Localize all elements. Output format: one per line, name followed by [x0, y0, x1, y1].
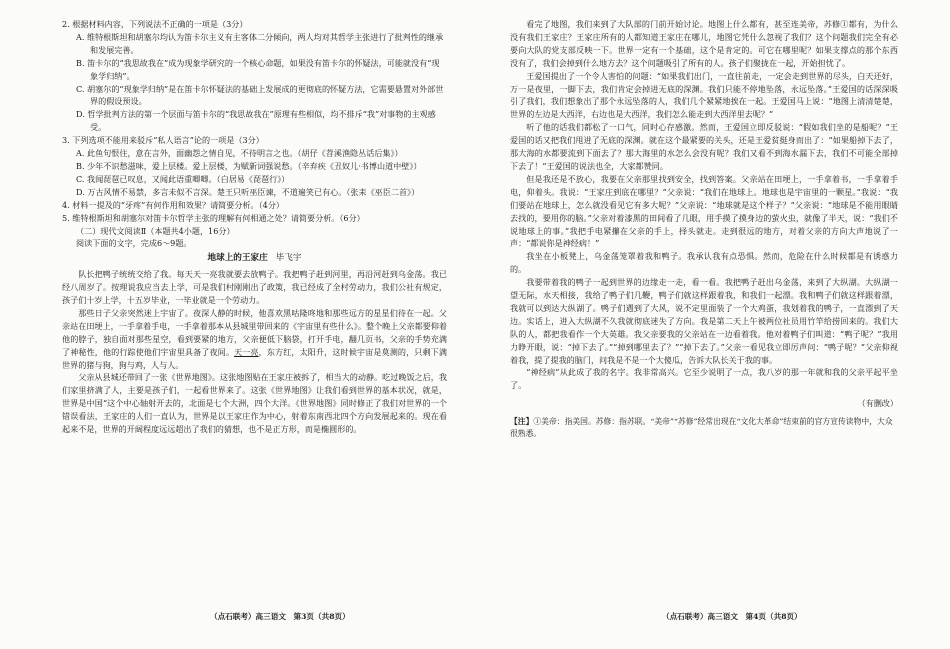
paragraph-text: ，东方红，太阳升，这时候宇宙是莫测的，只剩下满世界的猪与狗，狗与鸡，人与人。 [62, 346, 447, 370]
story-paragraph: 听了他的话我们都松了一口气，同时心存感激。然而，王爱国立即反驳说：“假如我们坐的是船呢？”王爱国的话又把我们甩进了无底的深渊。就在这个最紧要的关头，还是王爱贫挺身而出了：“如果船掉下去了，那大海的水都要流到下面去了？那大海里的水怎么会没有呢？我们又看不到海水漏下去，我们不可能全部掉下去了！”王爱国的说法也全，大家都赞同。 [510, 122, 898, 171]
option-d: D. 哲学批判方法的第一个层面与笛卡尔的“我思故我在”原理有些相似，均不排斥“我”对事物的主观感受。 [76, 109, 436, 133]
option-b: B. 笛卡尔的“我思故我在”成为现象学研究的一个核心命题，如果没有笛卡尔的怀疑法，可能就没有“现象学归纳”。 [76, 57, 440, 81]
paragraph-text: 那些日子父亲突然迷上宇宙了。夜深人静的时候，他喜欢黑咕隆咚地和那些远方的星星们待在一起。父亲站在田埂上，一手拿着手电，一手拿着那本从县城里带回来的《宇宙里有些什么》。整个晚上父亲都要仰着他的脖子，独自面对那些星空，看到要紧的地方，父亲便低下脑袋，打开手电，翻几页书，父亲的手势充满了神秘性，他的行踪使他们宇宙里具备了夜间。 [62, 307, 447, 357]
page-footer-right: （点石联考）高三语文 第4页（共8页） [662, 612, 802, 621]
left-page [62, 18, 447, 436]
story-paragraph: 看完了地图，我们来到了大队部的门前开始讨论。地图上什么都有，甚至连美帝，苏修①都有，为什么没有我们王家庄？王家庄所有的人都知道王家庄在哪儿，地图它凭什么忽视了我们？这个问题我们完全有必要向大队的党支部反映一下。世界一定有一个基础，这个是肯定的。可它在哪里呢？如果支撑点的那个东西没有了，我们会掉到什么地方去？这个问题吸引了所有的人。孩子们聚拢在一起，开始担忧了。 [510, 19, 898, 68]
story-paragraph: 但是我还是不放心，我要在父亲那里找到安全，找到答案。父亲站在田埂上，一手拿着书，一手拿着手电，仰着头。我说：“王家庄到底在哪里？”父亲说：“我们在地球上。地球也是宇宙里的一颗星。”我说：“我们要站在地球上，怎么就没看见它有多大呢？”父亲说：“地球就是这个样子？”父亲说：“地球是不能用眼睛去找的，要用你的脑。”父亲对着漆黑的田间看了几眼，用手摸了摸身边的萤火虫，就像了半天，说：“我们不说地球上的事。”我把手电紧攥在父亲的手上，择头就走。走到很远的地方，对着父亲的方向大声地说了一声：“都说你是神经病！” [510, 173, 898, 249]
footnote-text: ①美帝：指美国。苏修：指苏联。“美帝”“苏修”经常出现在“文化大革命”结束前的官方宣传读物中，大众很熟悉。 [510, 417, 893, 439]
question-stem: 2. 根据材料内容，下列说法不正确的一项是（3分） [62, 19, 248, 29]
story-paragraph: 王爱国提出了一个令人害怕的问题：“如果我们出门，一直往前走，一定会走到世界的尽头，白天还好，万一是夜里，一脚下去，我们肯定会掉进无底的深渊。我们只能不停地坠落，永远坠落。”王爱国的话深深吸引了我们，我们想象出了那个永远坠落的人，我们几个紧紧地挨在一起。王爱国马上说：“地图上清清楚楚，世界的左边是大西洋，右边也是大西洋，我们怎么能走到大西洋里去呢？” [510, 70, 898, 120]
story-paragraph: 我要带着我的鸭子一起到世界的边缘走一走，看一看。我把鸭子赶出乌金荡，来到了大纵湖。大纵湖一望无际，水天相接，我给了鸭子们几鞭，鸭子们就这样跟着我，和我们一起漂。我和鸭子们就这样跟着漂，我就可以到达大纵湖了。鸭子们遇到了大风，说不定里面装了一个大鸡蛋，我划着我的鸭子，一直漂到了天边。实话上，进入大纵湖不久我就彻底迷失了方向。我是第二天上午被两位社员用竹竿给捞回来的。我们大队的人，都把我看作一个大英雄。我父亲要我的父亲站在一边看着我。他对着鸭子们叫道：“鸭子呢？”我用力睁开眼，说：“掉下去了。”“掉到哪里去了？”“掉下去了。”父亲一看见我立即厉声问：“鸭子呢？”父亲仰视着我，提了提我的脑门，问我是不是一个大傻瓜，告诉大队长关于我的事。 [510, 277, 898, 365]
right-page [510, 18, 898, 441]
footnote-label: 【注】 [510, 417, 534, 427]
reading-instruction: 阅读下面的文字，完成6～9题。 [76, 238, 192, 249]
option-a: A. 此鱼句恨住，意在言外，面幽怨之情自见，不待明言之也。（胡仔《苕溪渔隐丛话后集》） [76, 148, 403, 159]
story-paragraph: 我坐在小板凳上，乌金荡笼罩着我和鸭子。我承认我有点恐惧。然而，危险在什么时候都是有诱惑力的。 [510, 251, 898, 275]
option-d: D. 万古风情不易禁，多言未似不言深。楚王只听巫臣谏，不道遍笑已有心。（张耒《巫臣二首》） [76, 186, 420, 197]
question-5: 5. 维特根斯坦和胡塞尔对笛卡尔哲学主张的理解有何相通之处？请简要分析。（6分） [62, 212, 365, 223]
story-title-text: 地球上的王家庄 [207, 253, 268, 264]
story-title [62, 252, 447, 265]
question-2 [62, 18, 447, 134]
section-heading: （二）现代文阅读Ⅱ（本题共4小题，16分） [76, 225, 235, 236]
option-c: C. 我闻琵琶已叹息，又闻此语重唧唧。（白居易《琵琶行》） [76, 173, 290, 184]
page-footer-left: （点石联考）高三语文 第3页（共8页） [210, 612, 350, 621]
question-stem: 3. 下列选项不能用来驳斥“私人语言”论的一项是（3分） [62, 135, 264, 146]
edited-note: （有删改） [857, 398, 898, 409]
story-paragraph: 队长把鸭子统统交给了我。每天天一亮我就要去放鸭子。我把鸭子赶到河里，再沿河赶到乌金荡。我已经八周岁了。按理说我应当去上学，可是我们村刚刚出了政策，我已经成了全村劳动力，我们公社有规定，孩子们十岁上学，十五岁毕业，一毕业就是一个劳动力。 [62, 269, 447, 306]
option-a: A. 维特根斯坦和胡塞尔均认为笛卡尔主义有主客体二分倾向，两人均对其哲学主张进行了批判性的继承和发展完善。 [76, 31, 444, 55]
footnote [510, 416, 898, 440]
question-3 [62, 134, 447, 199]
option-b: B. 少年不识愁滋味，爱上层楼。爱上层楼，为赋新词强说愁。（辛弃疾《丑奴儿·书博山道中壁》） [76, 160, 422, 171]
story-paragraph: 父亲从县城还带回了一张《世界地图》。这张地图贴在王家庄被拆了，相当大的动静。吃过晚饭之后，我们家里挤满了人，主要是孩子们，一起看世界来了。这张《世界地图》让我们看到世界的基本状况，就是，世界是中国“这个中心轴射开去的，北面是七个大洲，四个大洋。《世界地图》同时修正了我们对世界的一个错误看法，王家庄的人们一直认为，世界是以王家庄作为中心，射着东南西北四个方向发展起来的。现在看起来不是，世界的开阔程度远远超出了我们的猜想，也不是正方形，而是椭圆形的。 [62, 372, 447, 435]
underlined-text: 天一亮 [234, 346, 259, 357]
option-c: C. 胡塞尔的“现象学归纳”是在笛卡尔怀疑法的基础上发展成的更彻底的怀疑方法，它需要悬置对外部世界的假设预设。 [76, 83, 444, 107]
story-paragraph: “神经病”从此成了我的名字。我非常高兴。它至少说明了一点，我八岁的那一年就和我的父亲平起平坐了。 [510, 367, 898, 391]
story-paragraph [62, 307, 447, 372]
story-author: 毕飞宇 [275, 253, 302, 264]
question-4: 4. 材料一提及的“牙疼”有何作用和效果？请简要分析。（4分） [62, 199, 285, 210]
